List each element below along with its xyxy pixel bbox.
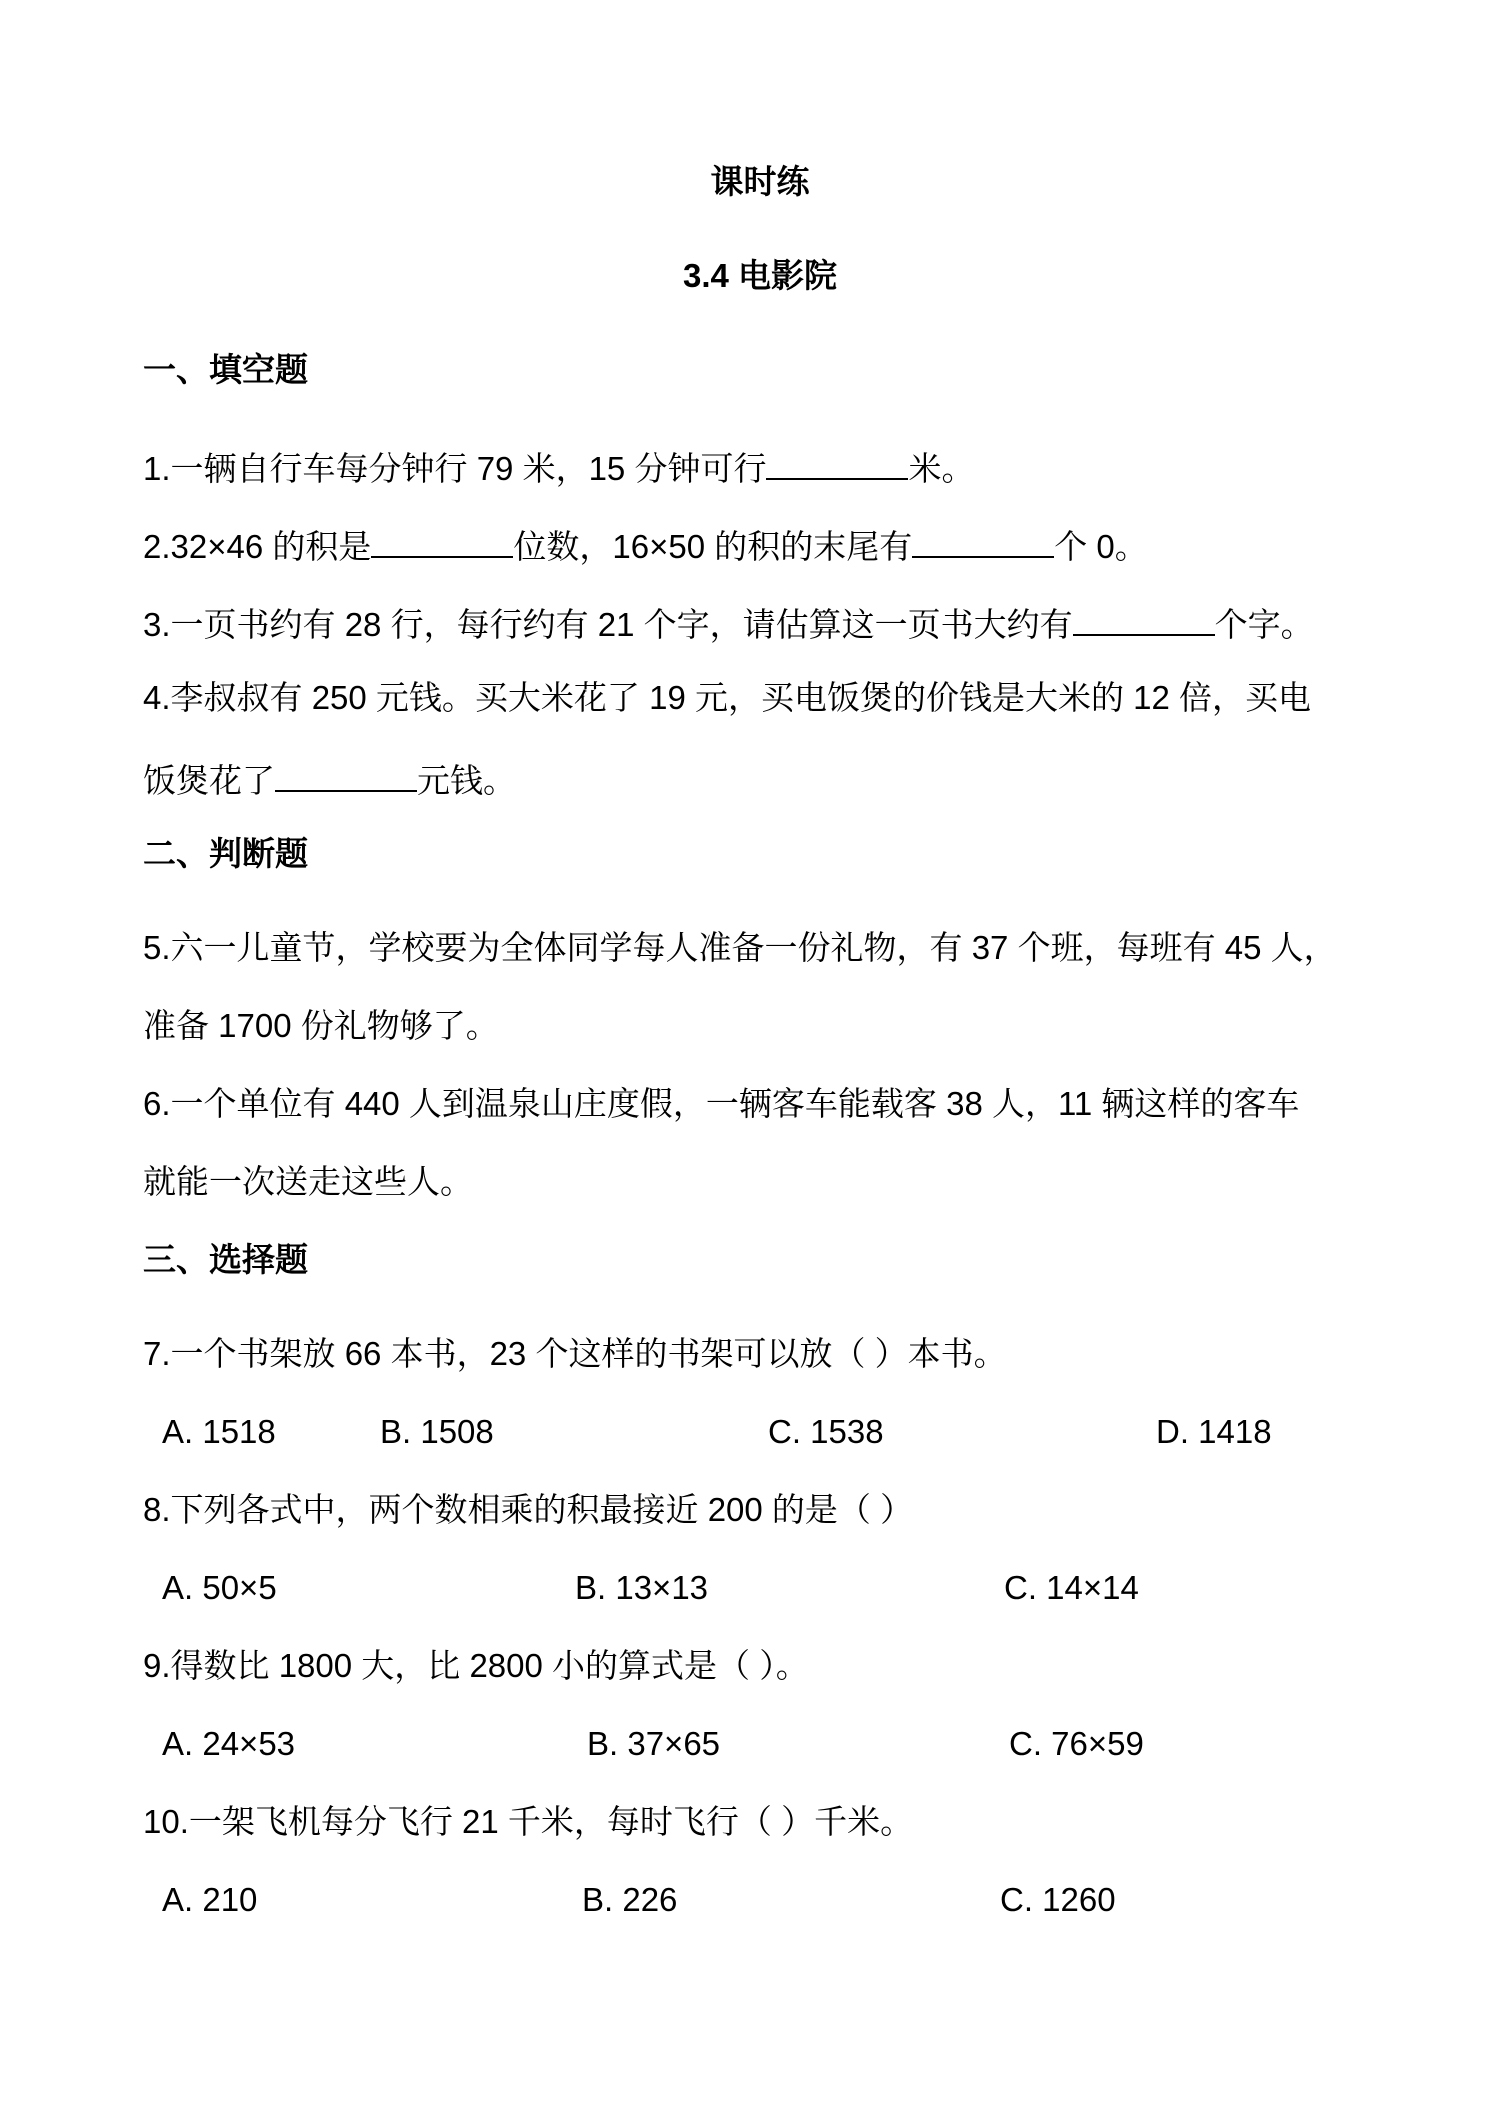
lesson-subtitle: 3.4 电影院 (682, 257, 838, 294)
question-8-option-a[interactable]: A. 50×5 (162, 1569, 277, 1606)
question-10-option-a[interactable]: A. 210 (162, 1881, 258, 1918)
question-3-text: 3.一页书约有 28 行，每行约有 21 个字，请估算这一页书大约有 (143, 606, 1073, 643)
question-8-option-b[interactable]: B. 13×13 (575, 1569, 709, 1606)
section-fill-in-blank: 一、填空题 (143, 351, 308, 388)
question-10: 10.一架飞机每分飞行 21 千米，每时飞行（ ）千米。 (143, 1803, 914, 1840)
question-5-line-2: 准备 1700 份礼物够了。 (143, 1007, 499, 1044)
question-1 (143, 444, 974, 489)
question-3-unit: 个字。 (1214, 606, 1314, 643)
answer-blank-4[interactable] (275, 756, 417, 792)
question-9-option-a[interactable]: A. 24×53 (162, 1725, 296, 1762)
question-7-option-d[interactable]: D. 1418 (1156, 1413, 1272, 1450)
question-5-line-1: 5.六一儿童节，学校要为全体同学每人准备一份礼物，有 37 个班，每班有 45 人， (143, 929, 1337, 966)
section-true-false: 二、判断题 (143, 835, 308, 872)
question-9-option-b[interactable]: B. 37×65 (587, 1725, 721, 1762)
question-3 (143, 600, 1314, 645)
question-1-unit: 米。 (908, 450, 975, 487)
question-2-text-mid: 位数，16×50 的积的末尾有 (513, 528, 913, 565)
question-4-line-1: 4.李叔叔有 250 元钱。买大米花了 19 元，买电饭煲的价钱是大米的 12 倍，买电 (143, 679, 1312, 716)
question-4-unit: 元钱。 (417, 762, 516, 799)
question-7: 7.一个书架放 66 本书，23 个这样的书架可以放（ ）本书。 (143, 1335, 1007, 1372)
question-6-line-2: 就能一次送走这些人。 (143, 1163, 473, 1200)
question-10-option-b[interactable]: B. 226 (582, 1881, 678, 1918)
answer-blank-1[interactable] (766, 444, 908, 480)
section-multiple-choice: 三、选择题 (143, 1241, 308, 1278)
worksheet-title: 课时练 (710, 163, 810, 200)
question-8-option-c[interactable]: C. 14×14 (1004, 1569, 1139, 1606)
question-10-option-c[interactable]: C. 1260 (1000, 1881, 1116, 1918)
answer-blank-3[interactable] (1073, 600, 1215, 636)
question-7-option-c[interactable]: C. 1538 (768, 1413, 884, 1450)
answer-blank-2a[interactable] (371, 522, 513, 558)
answer-blank-2b[interactable] (912, 522, 1054, 558)
question-8: 8.下列各式中，两个数相乘的积最接近 200 的是（ ） (143, 1491, 914, 1528)
question-7-option-a[interactable]: A. 1518 (162, 1413, 276, 1450)
question-7-option-b[interactable]: B. 1508 (380, 1413, 494, 1450)
question-9-option-c[interactable]: C. 76×59 (1009, 1725, 1144, 1762)
question-2-unit: 个 0。 (1054, 528, 1148, 565)
question-1-text: 1.一辆自行车每分钟行 79 米，15 分钟可行 (143, 450, 767, 487)
question-6-line-1: 6.一个单位有 440 人到温泉山庄度假，一辆客车能载客 38 人，11 辆这样的客车 (143, 1085, 1300, 1122)
question-2-text: 2.32×46 的积是 (143, 528, 372, 565)
question-2 (143, 522, 1148, 567)
question-4-line-2 (143, 756, 516, 801)
question-9: 9.得数比 1800 大，比 2800 小的算式是（ ）。 (143, 1647, 809, 1684)
question-4-text: 饭煲花了 (143, 762, 275, 799)
